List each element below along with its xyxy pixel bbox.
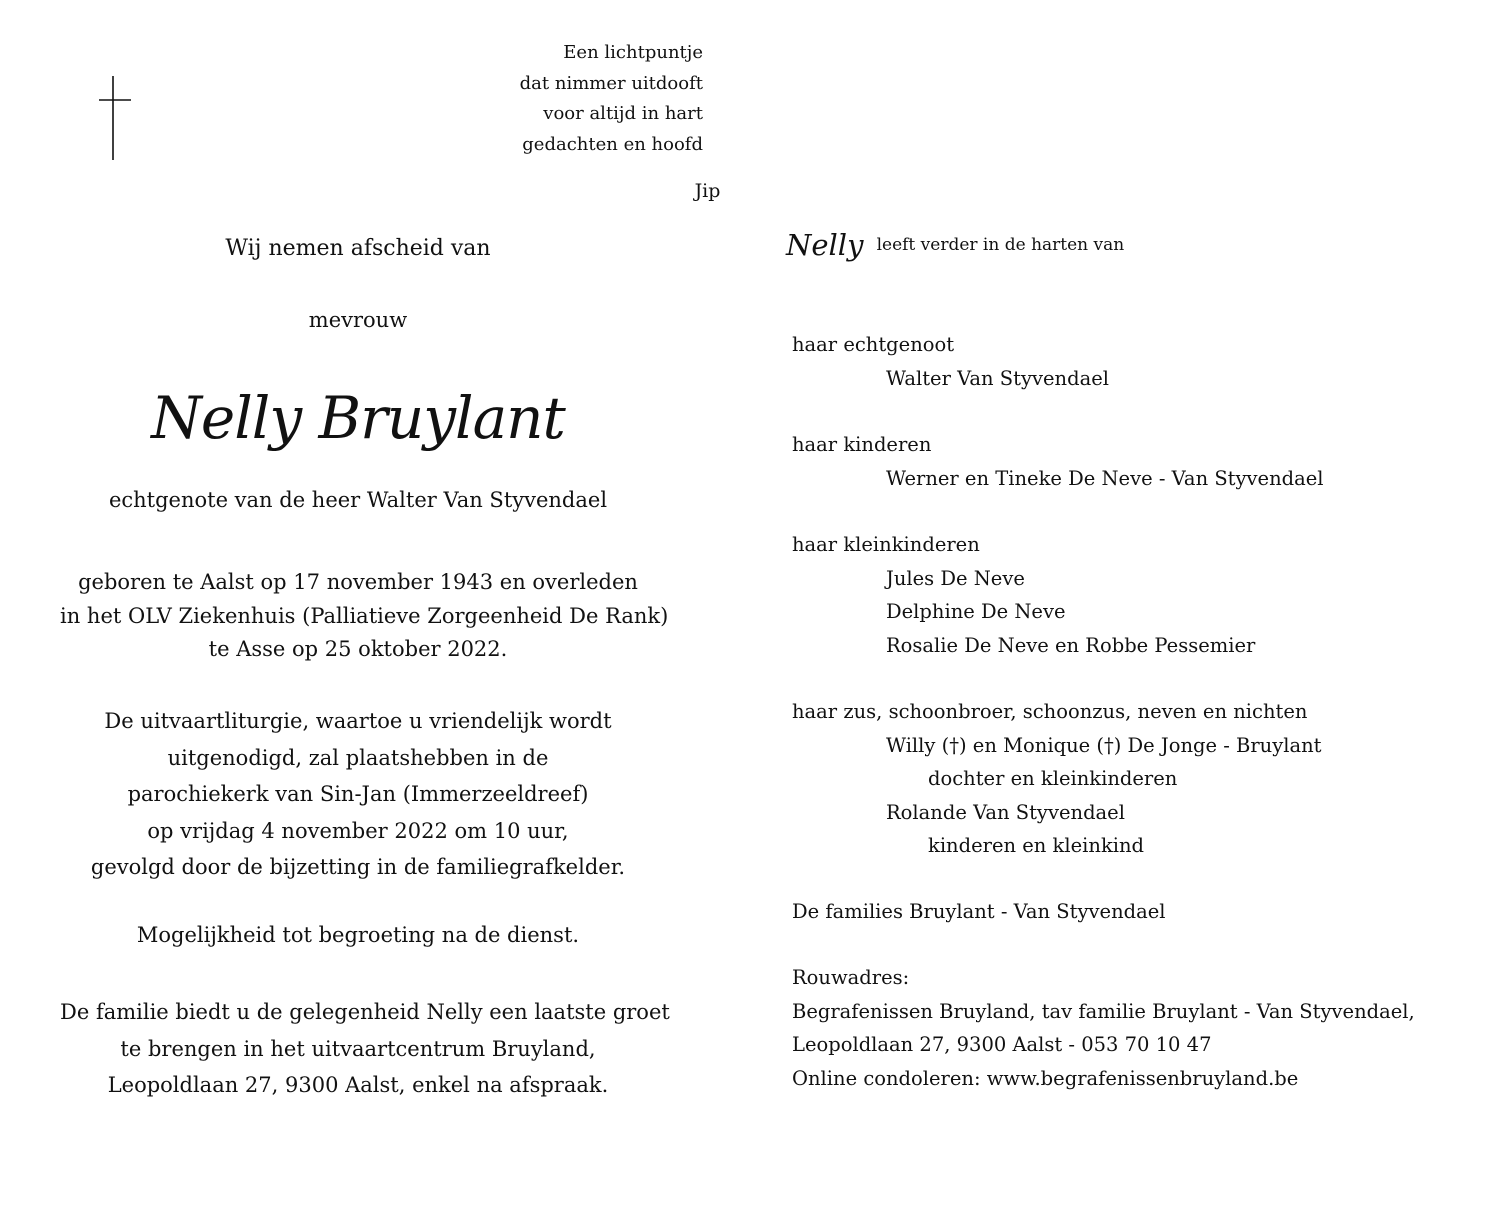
contact-line: Online condoleren: www.begrafenissenbruyland.be [792,1066,1299,1090]
greeting-paragraph [60,923,656,947]
contact-label: Rouwadres: [792,966,910,989]
relation-label: haar zus, schoonbroer, schoonzus, neven en nichten [792,700,1308,723]
relation-label: haar echtgenoot [792,333,955,356]
relation-member: Werner en Tineke De Neve - Van Styvendael [886,466,1324,490]
survivors-heading-text: leeft verder in de harten van [876,235,1125,255]
relation-member: Willy (†) en Monique (†) De Jonge - Bruylant [886,733,1322,757]
paragraph-line: te brengen in het uitvaartcentrum Bruyland, [120,1036,596,1061]
paragraph-line: parochiekerk van Sin-Jan (Immerzeeldreef) [127,782,589,806]
funeral-paragraph [60,703,656,886]
poem-line: gedachten en hoofd [522,133,703,155]
relation-label: haar kleinkinderen [792,533,980,556]
relation-member: Delphine De Neve [886,600,1066,623]
spouse-line: echtgenote van de heer Walter Van Styvendael [108,488,608,512]
poem-line: voor altijd in hart [543,103,703,124]
birth-death-paragraph [60,566,669,667]
relation-group-siblings [792,695,1322,863]
relation-member: Jules De Neve [886,566,1025,590]
paragraph-line: te Asse op 25 oktober 2022. [208,637,508,661]
relation-group-grandchildren [792,528,1255,662]
relation-member: Walter Van Styvendael [886,366,1109,390]
poem-line: dat nimmer uitdooft [519,72,703,94]
relation-submember: kinderen en kleinkind [928,834,1145,857]
poem [420,38,703,160]
poem-author: Jip [694,180,721,202]
survivors-heading [786,228,1124,272]
families-line: De families Bruylant - Van Styvendael [792,900,1166,923]
cross-icon [97,74,133,162]
relation-member: Rosalie De Neve en Robbe Pessemier [886,633,1256,657]
relation-member: Rolande Van Styvendael [886,800,1125,824]
poem-line: Een lichtpuntje [563,42,703,63]
paragraph-line: uitgenodigd, zal plaatshebben in de [167,745,549,770]
relation-group-spouse [792,328,1109,395]
paragraph-line: in het OLV Ziekenhuis (Palliatieve Zorgeenheid De Rank) [60,603,669,628]
relation-group-children [792,428,1324,495]
deceased-name: Nelly Bruylant [151,384,565,452]
paragraph-line: gevolgd door de bijzetting in de familiegrafkelder. [90,855,626,879]
paragraph-line: De familie biedt u de gelegenheid Nelly een laatste groet [60,1000,670,1024]
contact-line: Leopoldlaan 27, 9300 Aalst - 053 70 10 47 [792,1033,1212,1056]
paragraph-line: op vrijdag 4 november 2022 om 10 uur, [147,818,569,843]
relation-submember: dochter en kleinkinderen [928,767,1178,790]
paragraph-line: Leopoldlaan 27, 9300 Aalst, enkel na afspraak. [107,1073,609,1097]
contact-line: Begrafenissen Bruyland, tav familie Bruylant - Van Styvendael, [792,999,1415,1023]
paragraph-line: geboren te Aalst op 17 november 1943 en overleden [78,570,638,594]
intro-text: Wij nemen afscheid van [225,236,491,261]
paragraph-line: De uitvaartliturgie, waartoe u vriendelijk wordt [104,709,612,733]
survivors-heading-name: Nelly [786,228,864,262]
contact-block [792,961,1415,1095]
visit-paragraph [60,994,670,1104]
relation-label: haar kinderen [792,433,932,456]
honorific: mevrouw [308,308,408,332]
paragraph-line: Mogelijkheid tot begroeting na de dienst. [136,923,580,947]
